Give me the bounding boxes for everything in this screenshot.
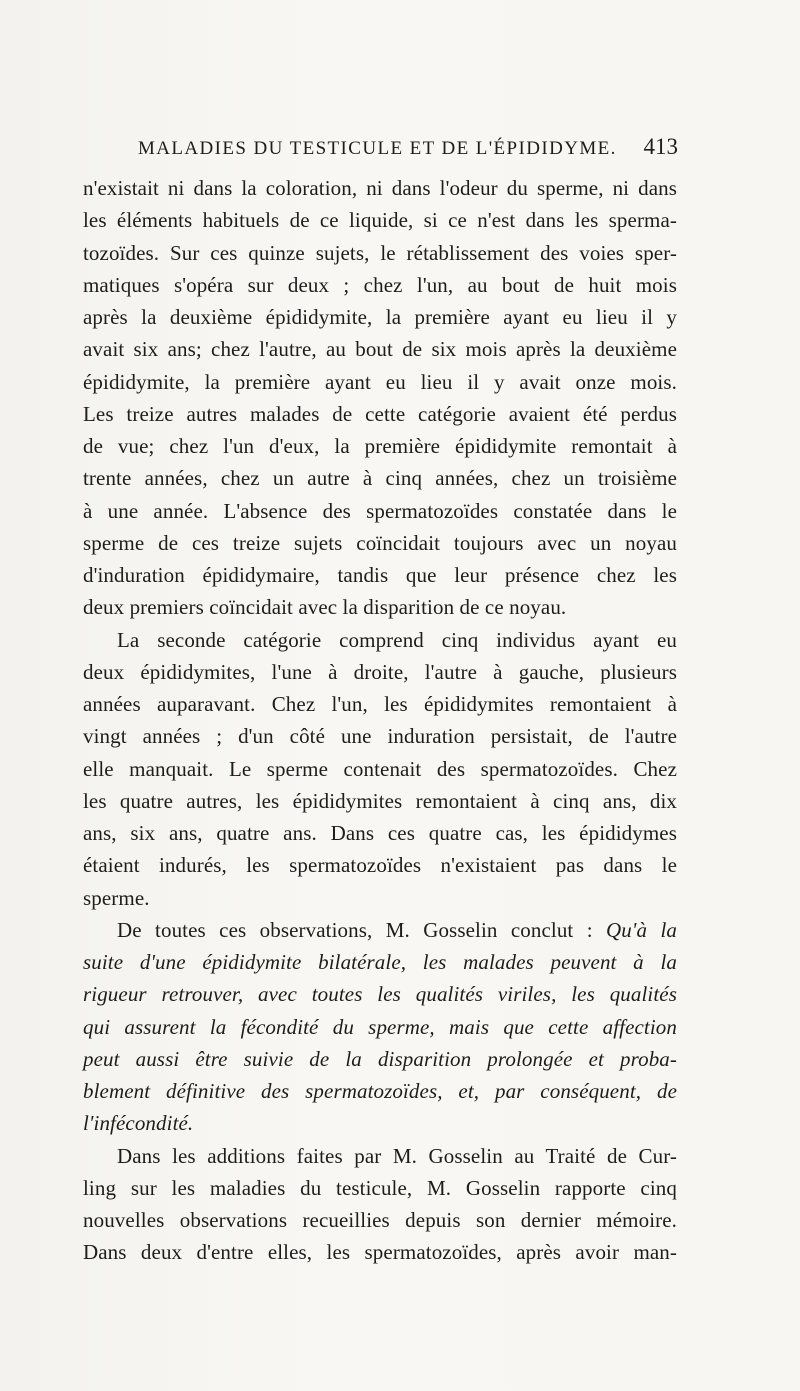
text-line: deux épididymites, l'une à droite, l'autre à gauche, plusieurs (83, 659, 677, 684)
text-line: à une année. L'absence des spermatozoïdes constatée dans le (83, 498, 677, 523)
text-line: sperme. (83, 885, 150, 910)
text-line: étaient indurés, les spermatozoïdes n'existaient pas dans le (83, 853, 677, 878)
text-line: matiques s'opéra sur deux ; chez l'un, au bout de huit mois (83, 272, 677, 297)
text-line-italic: peut aussi être suivie de la disparition prolongée et proba- (83, 1046, 677, 1071)
text-line-italic: blement définitive des spermatozoïdes, et, par conséquent, de (83, 1079, 677, 1103)
text-line: elle manquait. Le sperme contenait des spermatozoïdes. Chez (83, 756, 677, 781)
text-line: deux premiers coïncidait avec la disparition de ce noyau. (83, 595, 567, 620)
text-line: La seconde catégorie comprend cinq individus ayant eu (117, 627, 677, 652)
text-line: sperme de ces treize sujets coïncidait toujours avec un noyau (83, 530, 677, 555)
text-line: ling sur les maladies du testicule, M. Gosselin rapporte cinq (83, 1175, 677, 1200)
text-line: ans, six ans, quatre ans. Dans ces quatre cas, les épididymes (83, 821, 677, 845)
text-line: de vue; chez l'un d'eux, la première épididymite remontait à (83, 434, 677, 458)
text-italic: Qu'à la (606, 917, 678, 942)
text-line: Dans les additions faites par M. Gosselin au Traité de Cur- (117, 1143, 677, 1168)
page-number: 413 (643, 134, 678, 159)
text-line-mixed (83, 914, 677, 946)
running-title: MALADIES DU TESTICULE ET DE L'ÉPIDIDYME. (138, 138, 617, 159)
text-line: avait six ans; chez l'autre, au bout de six mois après la deuxième (83, 337, 677, 362)
body-text (83, 172, 677, 1269)
text-line-italic: l'infécondité. (83, 1111, 194, 1136)
text-line: après la deuxième épididymite, la première ayant eu lieu il y (83, 305, 677, 329)
text-line-italic: rigueur retrouver, avec toutes les qualités viriles, les qualités (83, 982, 677, 1007)
text-line: trente années, chez un autre à cinq années, chez un troisième (83, 466, 677, 491)
text-line: les éléments habituels de ce liquide, si ce n'est dans les sperma- (83, 208, 677, 233)
page-header (138, 134, 678, 164)
text-line: années auparavant. Chez l'un, les épididymites remontaient à (83, 692, 677, 716)
text-line: d'induration épididymaire, tandis que leur présence chez les (83, 563, 677, 587)
text-line: nouvelles observations recueillies depuis son dernier mémoire. (83, 1208, 677, 1232)
text-line: tozoïdes. Sur ces quinze sujets, le rétablissement des voies sper- (83, 240, 677, 265)
text-line: n'existait ni dans la coloration, ni dans l'odeur du sperme, ni dans (83, 176, 677, 200)
text-line: épididymite, la première ayant eu lieu il y avait onze mois. (83, 369, 677, 394)
text-line: Les treize autres malades de cette catégorie avaient été perdus (83, 401, 677, 426)
text-line-italic: suite d'une épididymite bilatérale, les malades peuvent à la (83, 950, 677, 974)
text-roman: De toutes ces observations, M. Gosselin conclut : (117, 917, 593, 942)
text-line: les quatre autres, les épididymites remontaient à cinq ans, dix (83, 788, 677, 813)
text-line: Dans deux d'entre elles, les spermatozoïdes, après avoir man- (83, 1240, 677, 1265)
text-line: vingt années ; d'un côté une induration persistait, de l'autre (83, 724, 677, 749)
text-line-italic: qui assurent la fécondité du sperme, mais que cette affection (83, 1014, 677, 1039)
